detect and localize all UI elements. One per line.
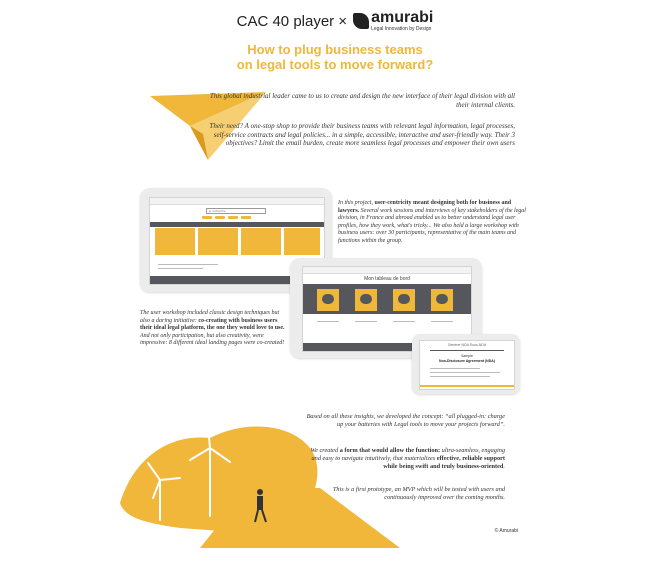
headline	[0, 42, 670, 72]
headline-line-1: How to plug business teams	[247, 42, 423, 57]
intro-paragraph: This global industrial leader came to us to create and design the new interface of their legal division with all their internal clients.	[209, 92, 515, 109]
header	[0, 6, 670, 36]
phone-mockup-nda	[412, 334, 520, 394]
amurabi-logo	[353, 10, 433, 32]
search-input[interactable]: je recherche	[206, 208, 266, 214]
form-paragraph: We created a form that would allow the function: ultra-seamless, engaging and easy to navigate intuitively, that materializes effective, reliable support while being swift and truly business-oriented.	[310, 447, 505, 470]
prototype-paragraph: This is a first prototype, an MVP which will be tested with users and continuously improved over the coming months.	[332, 486, 505, 501]
nda-heading: Générer NDA Sous-NDA	[447, 343, 487, 347]
logo-name: amurabi	[371, 9, 434, 26]
headline-line-2: on legal tools to move forward?	[236, 57, 434, 72]
nda-title: Non-Disclosure Agreement (NDA)	[439, 359, 495, 363]
wind-turbine-landscape	[120, 408, 400, 548]
concept-paragraph: Based on all these insights, we developed the concept: “all plugged-in: charge up your batteries with Legal tools to move your projects forward”.	[306, 413, 505, 428]
dashboard-title: Mon tableau de bord	[364, 276, 410, 282]
logo-tagline: Legal Innovation by Design	[371, 26, 432, 32]
page-header-title: CAC 40 player ×	[236, 12, 348, 30]
amurabi-logo-icon	[353, 13, 369, 29]
project-paragraph: In this project, user-centricity meant designing both for business and lawyers. Several work sessions and interviews of key stakeholders of the legal division, in France and abroad enabled us to better understand legal user profiles, how they work, what's tricky... We also held a large workshop with business users: over 30 participants, representative of the main teams and functions within the group.	[338, 200, 526, 244]
nda-small: Sample	[461, 354, 473, 358]
copyright: © Amurabi	[494, 528, 518, 534]
need-paragraph: Their need? A one-stop shop to provide their business teams with relevant legal information, legal processes, self-service contracts and legal policies... in a simple, accessible, interactive and user-friendly way. Their 3 objectives? Limit the email burden, create more seamless legal processes and empower their own users	[209, 122, 515, 147]
nda-screen	[419, 340, 515, 390]
workshop-paragraph: The user workshop included classic design techniques but also a daring initiative: co-creating with business users their ideal legal platform, the one they would love to use. And not only participation, but also creativity, were impressive: 8 different ideal landing pages were co-created!	[140, 310, 285, 347]
